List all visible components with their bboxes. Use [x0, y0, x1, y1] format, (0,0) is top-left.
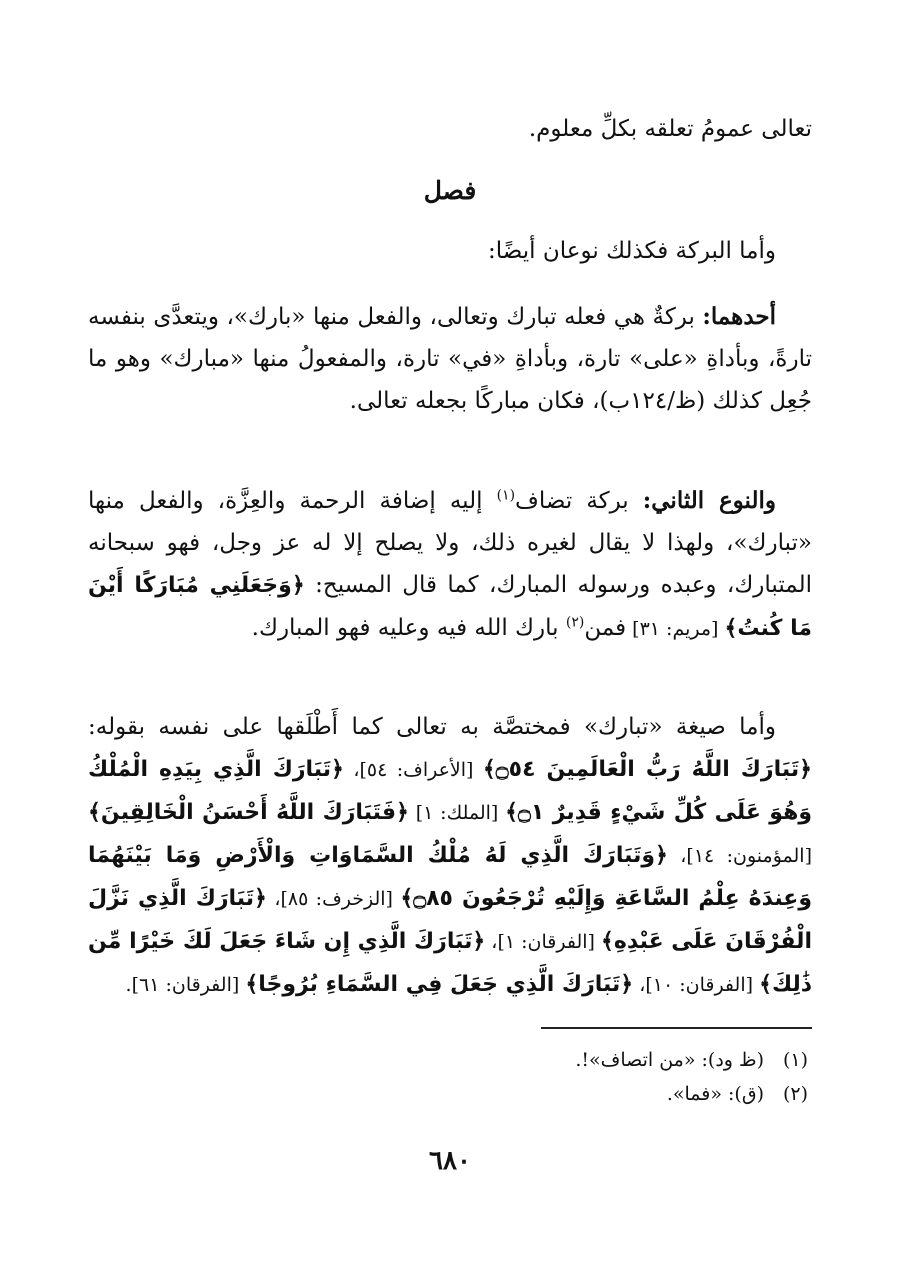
paragraph-2-text-a: بركة تضاف [515, 488, 643, 514]
quran-quote-4: ﴿وَتَبَارَكَ الَّذِي لَهُ مُلْكُ السَّمَاوَاتِ وَالْأَرْضِ وَمَا بَيْنَهُمَا وَعِندَهُ عِلْمُ السَّاعَةِ وَإِلَيْهِ تُرْجَعُونَ ۝٨٥﴾ [88, 843, 813, 911]
paragraph-1 [88, 296, 812, 422]
paragraph-tabaraka [88, 706, 812, 1006]
footnote-1-text: (ظ ود): «من اتصاف»!. [575, 1049, 764, 1071]
paragraph-1-text: بركةٌ هي فعله تبارك وتعالى، والفعل منها «بارك»، ويتعدَّى بنفسه تارةً، وبأداةِ «على» تارة، وبأداةِ «في» تارة، والمفعولُ منها «مبارك» وهو ما جُعِل كذلك (ظ/١٢٤ب)، فكان مباركًا بجعله تعالى. [88, 304, 812, 414]
quran-quote-2: ﴿تَبَارَكَ الَّذِي بِيَدِهِ الْمُلْكُ وَهُوَ عَلَى كُلِّ شَيْءٍ قَدِيرٌ ۝١﴾ [88, 757, 812, 825]
quran-ref-6: [الفرقان: ١٠]، [633, 974, 760, 996]
quran-ref-5: [الفرقان: ١]، [485, 931, 601, 953]
footnote-2-number: (٢) [782, 1083, 808, 1105]
footnote-2 [575, 1077, 808, 1111]
paragraph-3-text: وأما صيغة «تبارك» فمختصَّة به تعالى كما أَطْلَقها على نفسه بقوله: [88, 714, 776, 740]
footnote-1-number: (١) [782, 1049, 808, 1071]
quran-quote-3: ﴿فَتَبَارَكَ اللَّهُ أَحْسَنُ الْخَالِقِينَ﴾ [88, 800, 409, 825]
intro-paragraph: وأما البركة فكذلك نوعان أيضًا: [488, 238, 776, 264]
footnote-2-text: (ق): «فما». [666, 1083, 764, 1105]
paragraph-2-text-c: فمن [584, 615, 627, 641]
quran-quote-5: ﴿تَبَارَكَ الَّذِي نَزَّلَ الْفُرْقَانَ عَلَى عَبْدِهِ﴾ [88, 886, 812, 954]
footnote-marker-1: (١) [496, 487, 516, 504]
paragraph-second-type [88, 480, 812, 650]
quran-ref-1: [الأعراف: ٥٤]، [343, 759, 483, 781]
footnote-divider [541, 1027, 812, 1029]
quran-ref-maryam: [مريم: ٣١] [626, 618, 725, 640]
paragraph-first-type [88, 296, 812, 422]
continuation-text: تعالى عمومُ تعلقه بكلِّ معلوم. [528, 116, 812, 142]
quran-quote-6: ﴿تَبَارَكَ الَّذِي إِن شَاءَ جَعَلَ لَكَ خَيْرًا مِّن ذَٰلِكَ﴾ [88, 929, 812, 997]
quran-quote-maryam: ﴿وَجَعَلَنِي مُبَارَكًا أَيْنَ مَا كُنتُ﴾ [88, 573, 812, 641]
paragraph-2-text-b: إليه إضافة الرحمة والعِزَّة، والفعل منها «تبارك»، ولهذا لا يقال لغيره ذلك، ولا يصلح إلا له عز وجل، فهو سبحانه المتبارك، وعبده ورسوله المبارك، كما قال المسيح: [88, 488, 813, 598]
quran-quote-7: ﴿تَبَارَكَ الَّذِي جَعَلَ فِي السَّمَاءِ بُرُوجًا﴾ [245, 972, 634, 997]
quran-ref-7: [الفرقان: ٦١]. [125, 974, 246, 996]
intro-block [88, 230, 812, 272]
paragraph-1-lead: أحدهما: [702, 303, 776, 330]
paragraph-3 [88, 706, 812, 1006]
quran-ref-2: [الملك: ١] [408, 802, 506, 824]
quran-ref-3: [المؤمنون: ١٤]، [667, 845, 813, 867]
continuation-line [88, 108, 812, 150]
footnote-1 [575, 1043, 808, 1077]
paragraph-2 [88, 480, 812, 650]
footnote-marker-2: (٢) [565, 614, 585, 631]
section-heading: فصل [423, 176, 477, 205]
page-number: ٦٨٠ [429, 1146, 471, 1176]
footnotes [575, 1043, 808, 1111]
paragraph-2-lead: والنوع الثاني: [642, 487, 776, 514]
quran-quote-1: ﴿تَبَارَكَ اللَّهُ رَبُّ الْعَالَمِينَ ۝٥٤﴾ [482, 757, 812, 782]
paragraph-2-text-d: بارك الله فيه وعليه فهو المبارك. [251, 615, 566, 641]
quran-ref-4: [الزخرف: ٨٥]، [266, 888, 401, 910]
